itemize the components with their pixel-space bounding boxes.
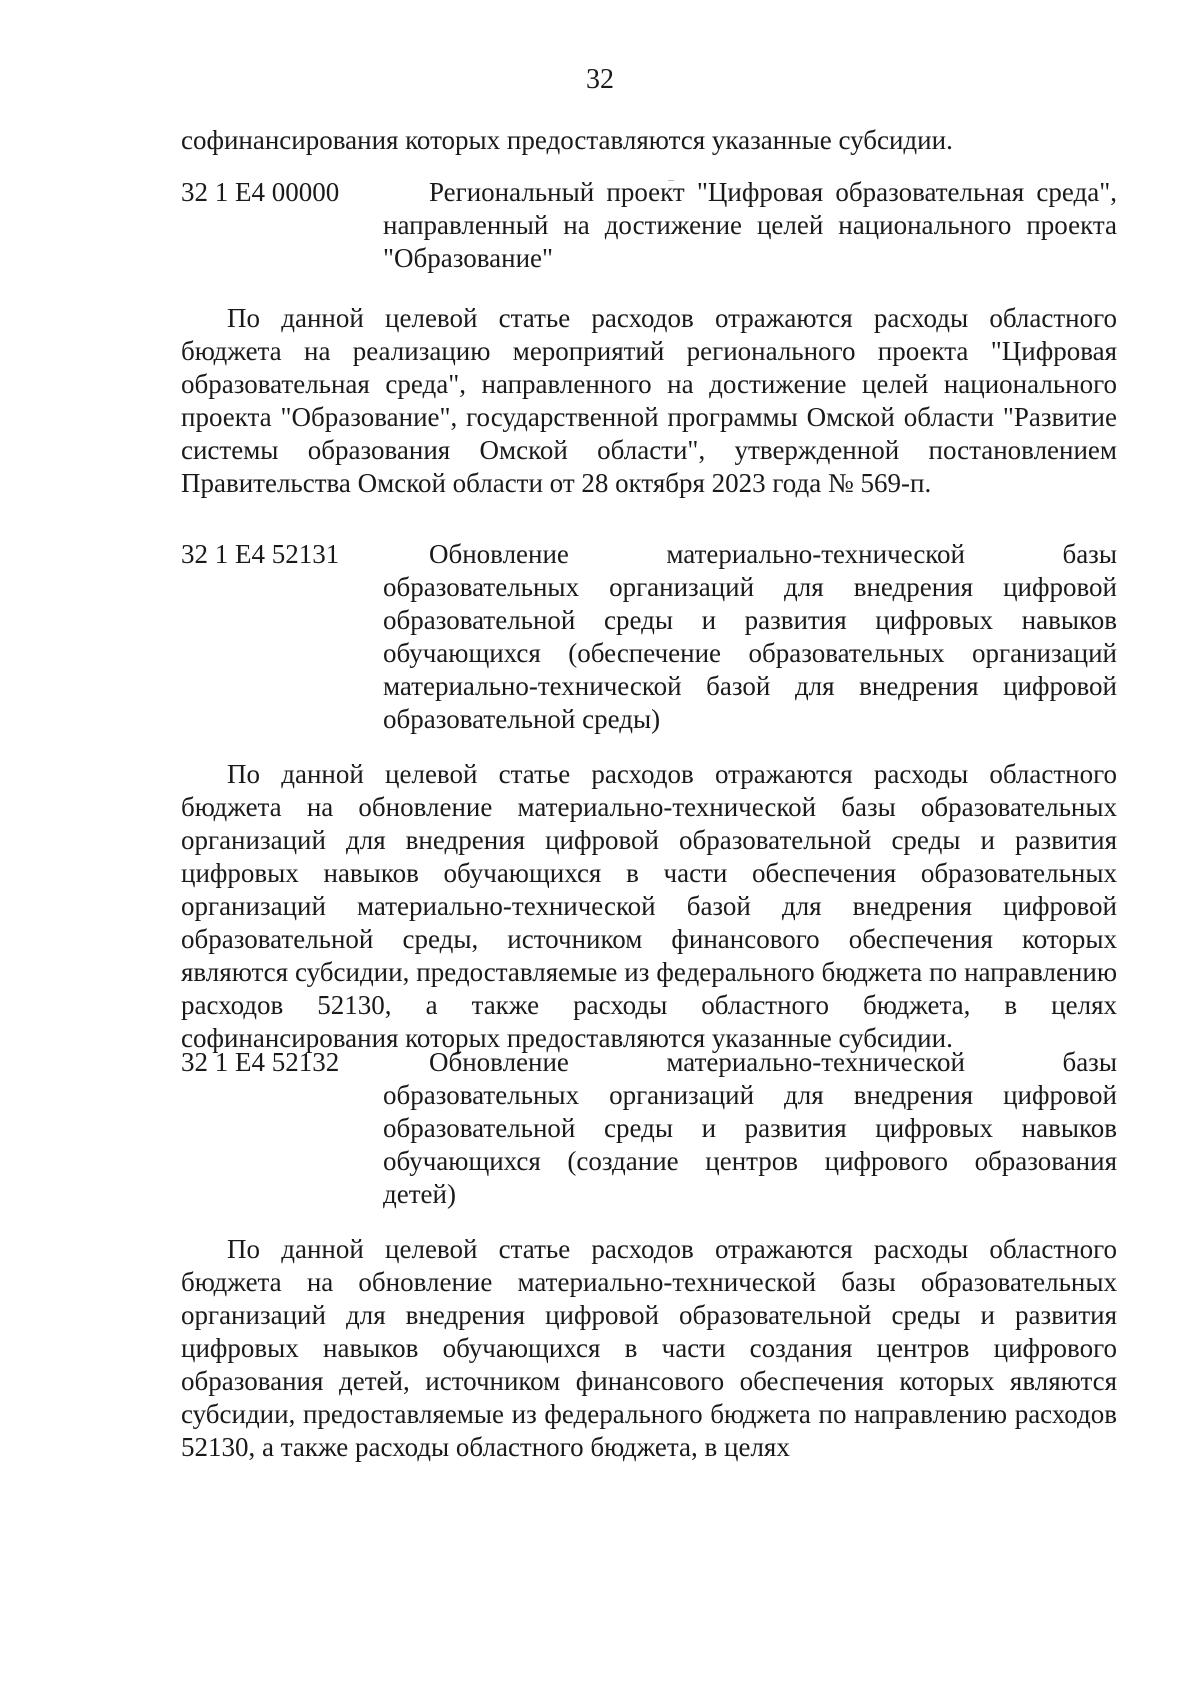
entry-title: Обновление материально-технической базы образовательных организаций для внедрения цифровой образовательной среды и развития цифровых навыков обучающихся (создание центров цифрового образования детей)	[383, 1047, 1117, 1209]
entry-description: По данной целевой статье расходов отражаются расходы областного бюджета на реализацию мероприятий регионального проекта "Цифровая образовательная среда", направленного на достижение целей национального проекта "Образование", государственной программы Омской области "Развитие системы образования Омской области", утвержденной постановлением Правительства Омской области от 28 октября 2023 года № 569-п.	[181, 303, 1117, 498]
entry-description: По данной целевой статье расходов отражаются расходы областного бюджета на обновление материально-технической базы образовательных организаций для внедрения цифровой образовательной среды и развития цифровых навыков обучающихся в части создания центров цифрового образования детей, источником финансового обеспечения которых являются субсидии, предоставляемые из федерального бюджета по направлению расходов 52130, а также расходы областного бюджета, в целях	[181, 1234, 1117, 1462]
entry-description: По данной целевой статье расходов отражаются расходы областного бюджета на обновление материально-технической базы образовательных организаций для внедрения цифровой образовательной среды и развития цифровых навыков обучающихся в части обеспечения образовательных организаций материально-технической базой для внедрения цифровой образовательной среды, источником финансового обеспечения которых являются субсидии, предоставляемые из федерального бюджета по направлению расходов 52130, а также расходы областного бюджета, в целях софинансирования которых предоставляются указанные субсидии.	[181, 759, 1117, 1053]
entry-code: 32 1 E4 52132	[181, 1047, 340, 1077]
entry-title: Обновление материально-технической базы образовательных организаций для внедрения цифровой образовательной среды и развития цифровых навыков обучающихся (обеспечение образовательных организаций материально-технической базой для внедрения цифровой образовательной среды)	[383, 539, 1117, 734]
continuation-paragraph: софинансирования которых предоставляются указанные субсидии.	[181, 125, 953, 155]
entry-code: 32 1 E4 00000	[181, 177, 340, 207]
page-number: 32	[586, 64, 614, 95]
entry-title: Региональный проект "Цифровая образовательная среда", направленный на достижение целей национального проекта "Образование"	[383, 177, 1117, 273]
entry-code: 32 1 E4 52131	[181, 539, 340, 569]
